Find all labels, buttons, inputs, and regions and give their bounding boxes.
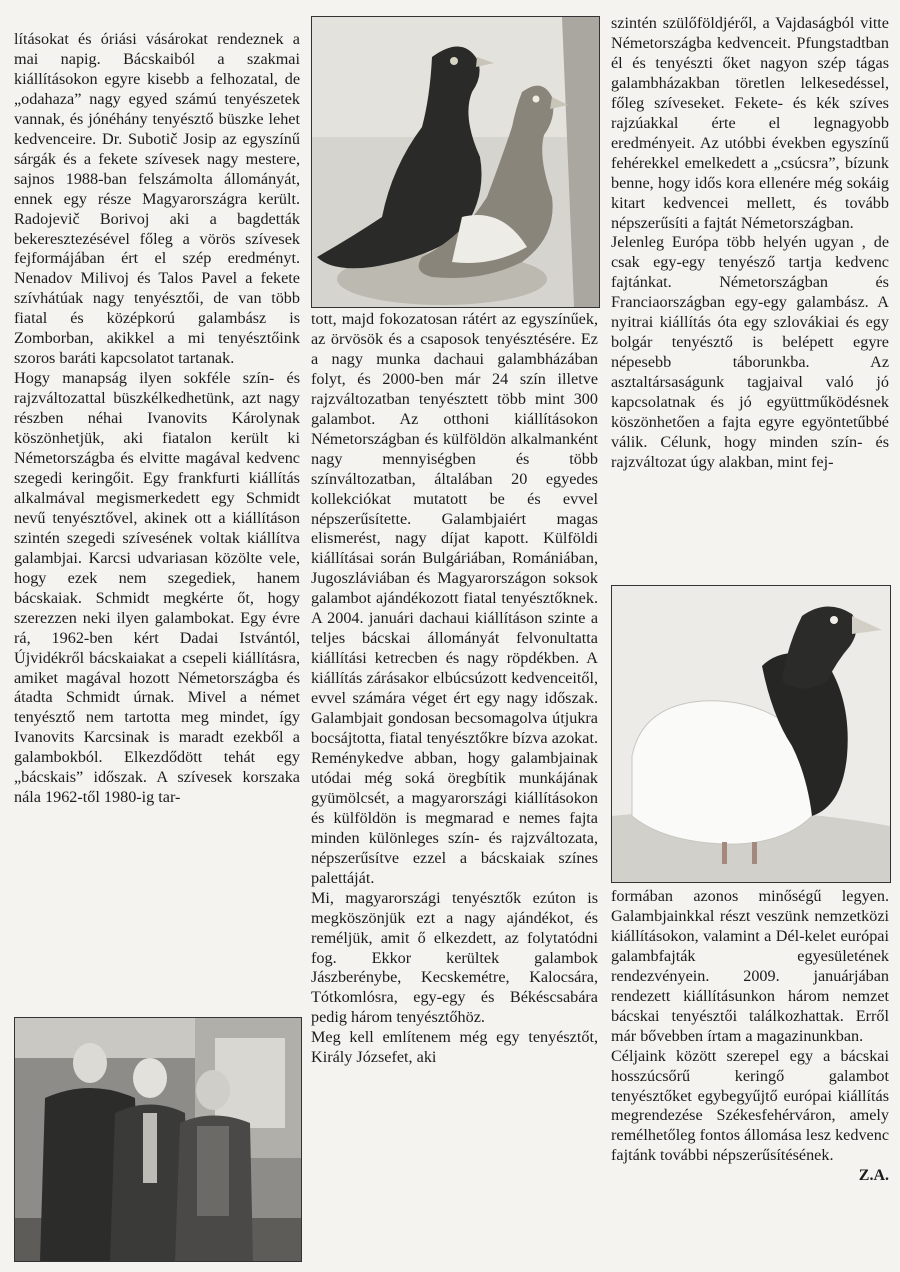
paragraph: formában azonos minőségű legyen. Galambjainkkal részt veszünk nemzetközi kiállításokon, valamint a Dél-kelet európai galambfajták egyesületének rendezvényein. 2009. januárjában rendezett kiállításunkon három nemzet bácskai tenyésztői találkozhattak. Erről már bővebben írtam a magazinunkban. (611, 887, 889, 1045)
heart-pigeon-image (612, 586, 890, 882)
paragraph: Meg kell említenem még egy tenyésztőt, Király Józsefet, aki (311, 1028, 598, 1067)
paragraph: Céljaink között szerepel egy a bácskai hosszúcsőrű keringő galambot tenyésztőket egybegyűjtő európai kiállítás megrendezése Székesfehérváron, amely remélhetőleg fontos állomása lesz kedvenc fajtánk további népszerűsítésének. (611, 1046, 889, 1165)
paragraph: szintén szülőföldjéről, a Vajdaságból vitte Németországba kedvenceit. Pfungstadtban él és tenyészti őket nagyon szép tágas galambházakban töretlen lelkesedéssel, főleg szíveseket. Fekete- és kék szíves rajzúakkal érte el legnagyobb eredményeit. Az utóbbi években egyszínű fehérekkel emelkedett a „csúcsra”, bízunk benne, hogy idős kora ellenére még sokáig kitart kedvencei mellett, és tovább népszerűsíti a fajtát Németországban. (611, 14, 889, 232)
column-right-bottom-text (611, 887, 889, 1186)
photo-three-breeders (14, 1017, 302, 1262)
paragraph: lításokat és óriási vásárokat rendeznek a mai napig. Bácskaiból a szakmai kiállításokon egyre kisebb a felhozatal, de „odahaza” nagy egyed számú tenyészetek vannak, és jónéhány tenyésztő büszke lehet kedvenceire. Dr. Subotič Josip az egyszínű sárgák és a fekete szívesek nagy mestere, sajnos 1988-ban felszámolta állományát, ennek egy része Magyarországra került. Radojevič Borivoj aki a bagdetták bekeresztezésével főleg a vörös szívesek fejformájában ért el szép eredményt. Nenadov Milivoj és Talos Pavel a fekete szívhátúak nagy tenyésztői, de van több fiatal és középkorú galambász is Zomborban, akikkel a mi tenyésztőink szoros baráti kapcsolatot tartanak. (14, 30, 300, 368)
column-middle-text (311, 310, 598, 1068)
photo-two-pigeons (311, 16, 600, 308)
paragraph: Hogy manapság ilyen sokféle szín- és rajzváltozattal büszkélkedhetünk, azt nagy részben néhai Ivanovits Károlynak köszönhetjük, aki fiatalon került ki Németországba és elvitte magával kedvenc szegedi keringőit. Egy frankfurti kiállítás alkalmával megismerkedett egy Schmidt nevű tenyésztővel, akinek ott a kiállításon szintén szegedi szívesének voltak kiállítva galambjai. Karcsi udvariasan közölte vele, hogy ezek nem szegediek, hanem bácskaiak. Schmidt megkérte őt, hogy szerezzen neki ilyen galambokat. Egy évre rá, 1962-ben kért Dadai Istvántól, Újvidékről bácskaiakat a csepeli kiállításra, amiket magával hozott Németországba és átadta Schmidt úrnak. Mivel a német tenyésztő nem tartotta meg mindet, így Ivanovits Karcsinak is maradt ezekből a galambokból. Elkezdődött tehát egy „bácskais” időszak. A szívesek korszaka nála 1962-től 1980-ig tar- (14, 369, 300, 807)
photo-single-pigeon (611, 585, 891, 883)
paragraph: tott, majd fokozatosan rátért az egyszínűek, az örvösök és a csaposok tenyésztésére. Ez a nagy munka dachaui galambházában folyt, és 2000-ben már 24 szín illetve rajzváltozatban tenyésztett több mint 300 galambot. Az otthoni kiállításokon Németországban és külföldön alkalmanként nagy mennyiségben és több színváltozatban, általában 20 egyedes kollekciókat mutatott be és evvel népszerűsítette. Galambjaiért magas elismerést, nagy díjat kapott. Külföldi kiállításai során Bulgáriában, Romániában, Jugoszláviában és Magyarországon soksok galambot ajándékozott fiatal tenyésztőknek. A 2004. januári dachaui kiállításon szinte a teljes bácskai állományát felvonultatta kiállítási ketrecben és nagy röpdékben. A kiállítás zárásakor elbúcsúzott kedvenceitől, evvel számára véget ért egy nagy időszak. Galambjait gondosan becsomagolva útjukra bocsájtotta, fiatal tenyésztőkre bízva azokat. Reménykedve abban, hogy galambjainak utódai még soká öregbítik munkájának gyümölcsét, a magyarországi kiállításokon és külföldön is megmarad e nemes fajta minden különleges szín- és rajzváltozata, népszerűsítve ezzel a bácskaiak színes palettáját. (311, 310, 598, 887)
column-right-top-text (611, 14, 889, 473)
paragraph: Jelenleg Európa több helyén ugyan , de csak egy-egy tenyésző tartja kedvenc fajtánkat. Németországban és Franciaországban egy-egy galambász. A nyitrai kiállítás óta egy szlovákiai és egy bolgár tenyésztő is belépett egyre népesebb táborunkba. Az asztaltársaságunk tagjaival való jó kapcsolatnak és jó együttműködésnek köszönhetően a fajta egyre egyöntetűbbé válik. Célunk, hogy minden szín- és rajzváltozat úgy alakban, mint fej- (611, 233, 889, 471)
author-signature: Z.A. (858, 1167, 889, 1185)
two-pigeons-image (312, 17, 599, 307)
three-men-image (15, 1018, 301, 1261)
paragraph: Mi, magyarországi tenyésztők ezúton is megköszönjük ezt a nagy ajándékot, és reméljük, amit ő elkezdett, az folytatódni fog. Ekkor kerültek galambok Jászberénybe, Kecskemétre, Kalocsára, Tótkomlósra, egy-egy és Békéscsabára pedig három tenyésztőhöz. (311, 888, 598, 1027)
column-left-text (14, 30, 300, 808)
